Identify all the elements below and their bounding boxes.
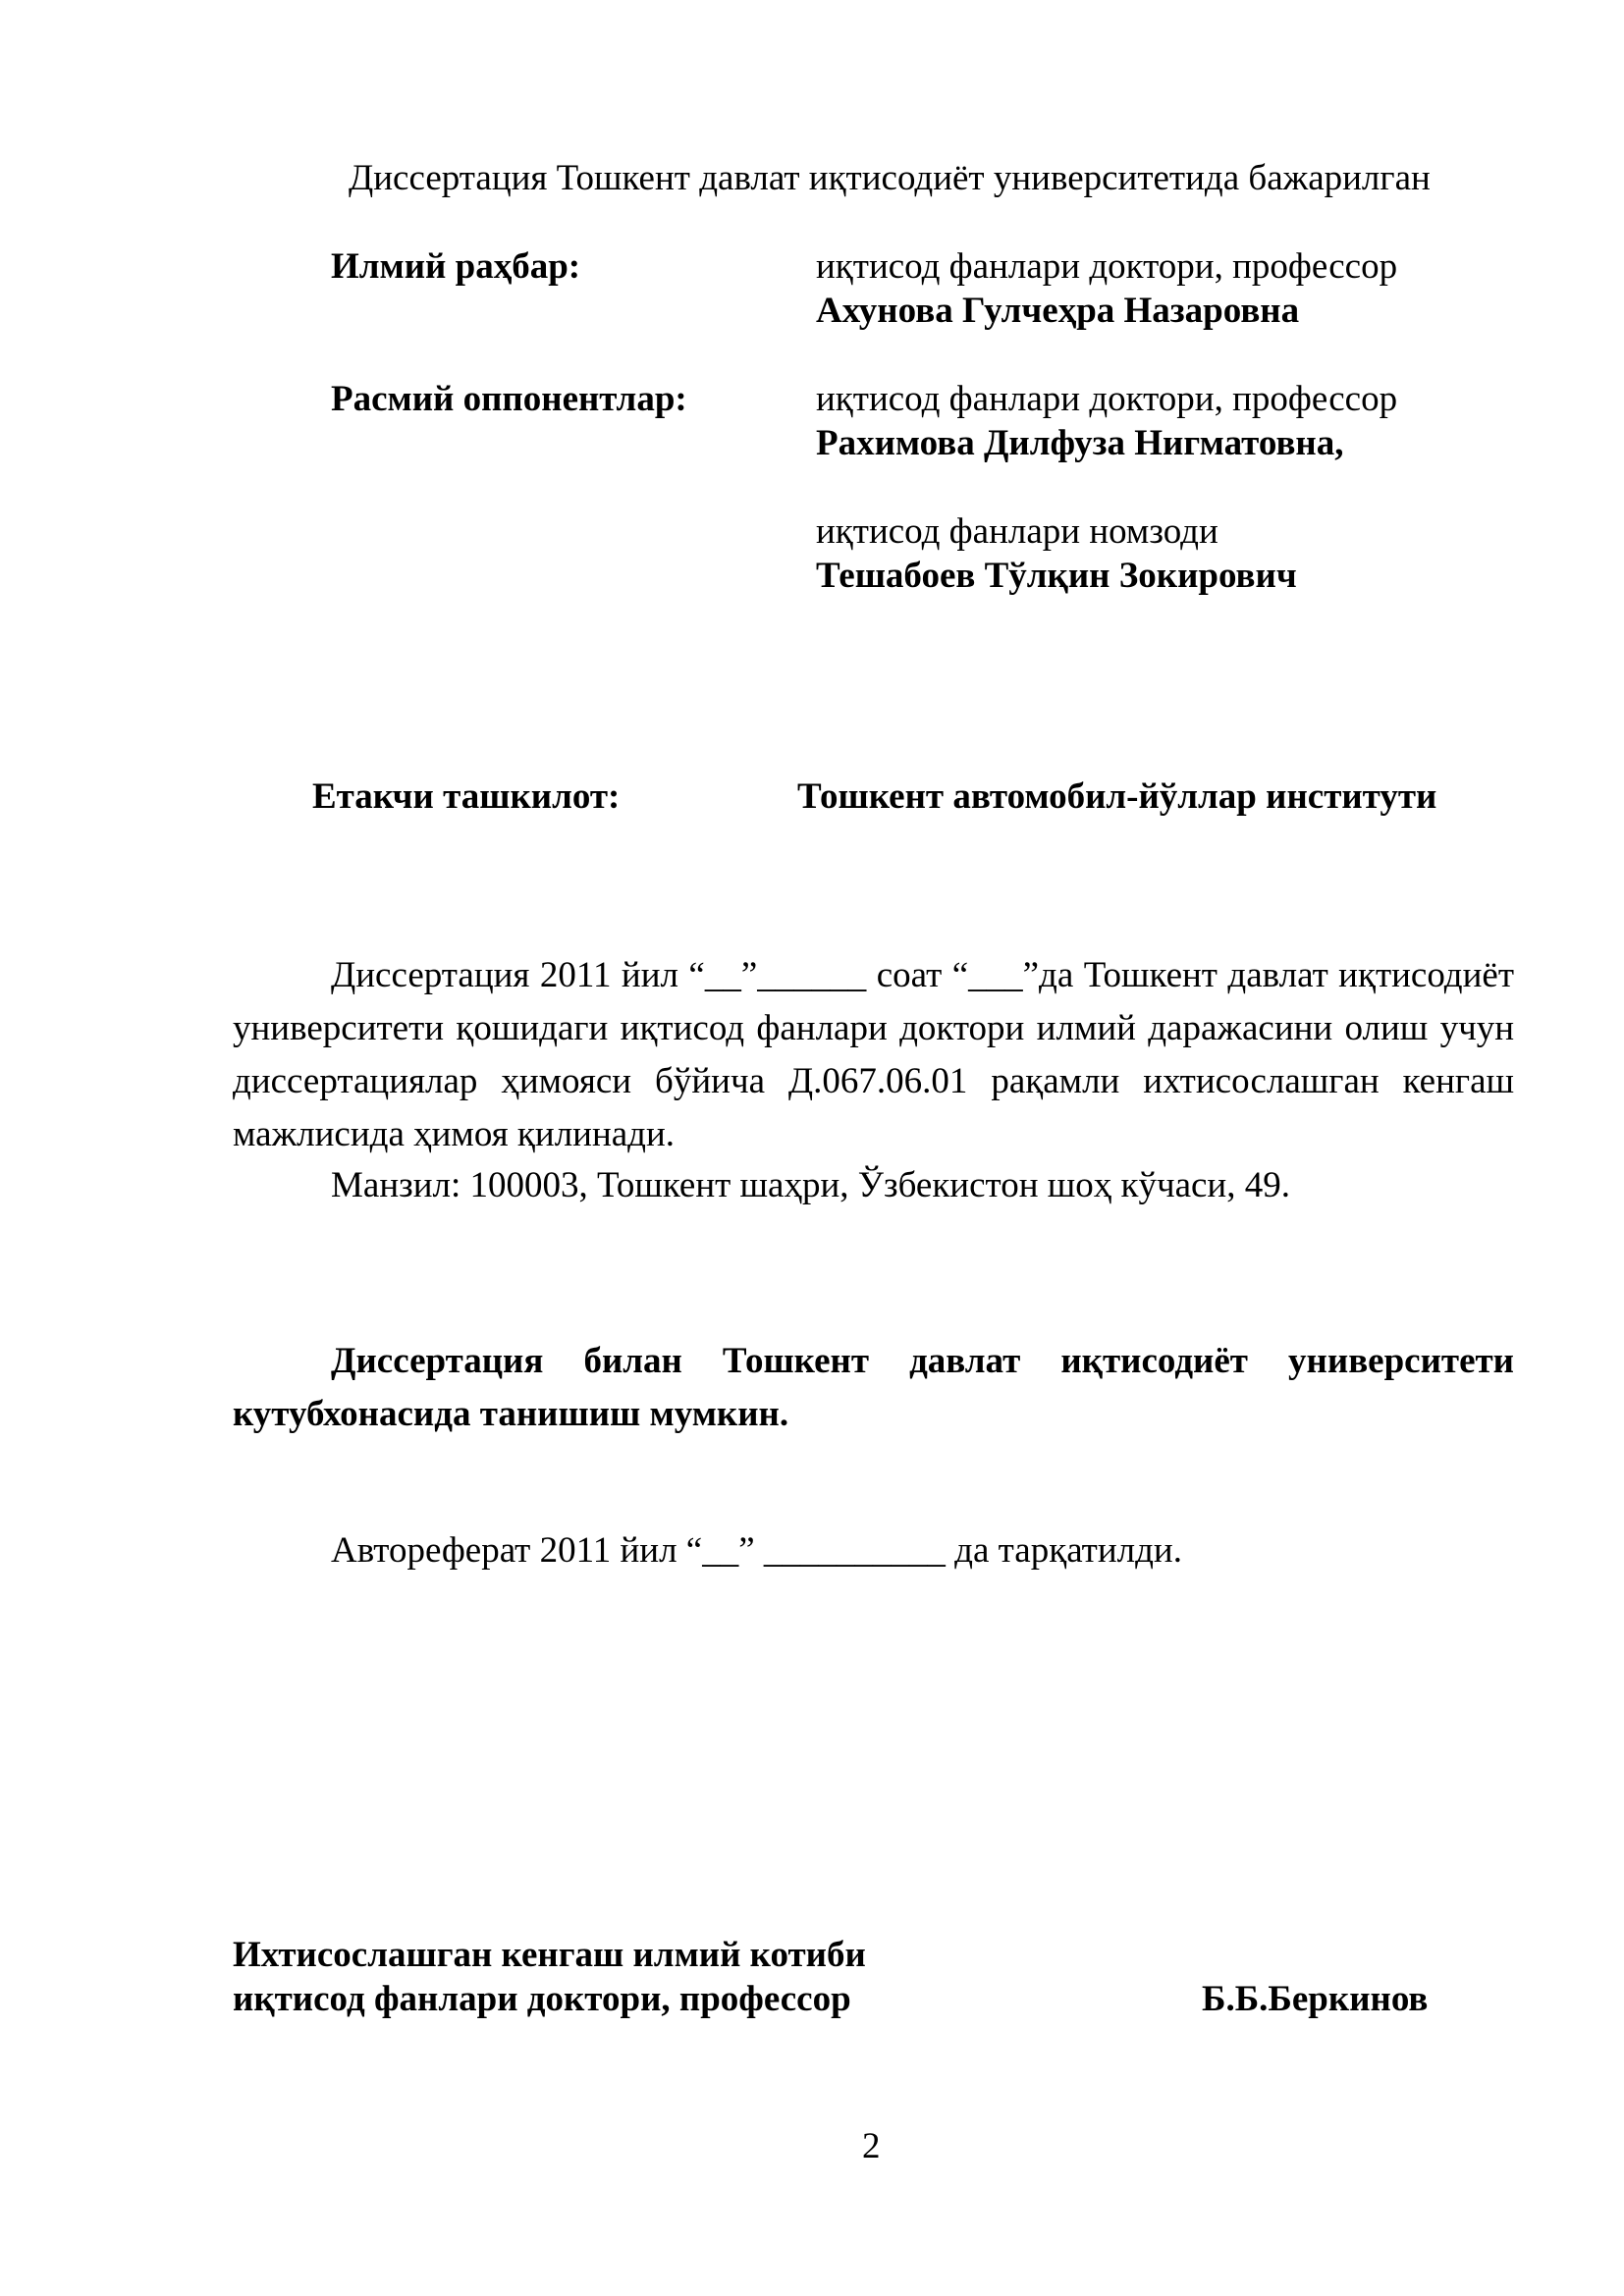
defense-paragraph: Диссертация 2011 йил “__”______ соат “___”да Тошкент давлат иқтисодиёт университети қошидаги иқтисод фанлари доктори илмий даражасини олиш учун диссертациялар ҳимояси бўйича Д.067.06.01 рақамли ихтисослашган кенгаш мажлисида ҳимоя қилинади. — [233, 955, 1514, 1154]
signature-line-1: Ихтисослашган кенгаш илмий котиби — [233, 1935, 866, 1975]
library-note: Диссертация билан Тошкент давлат иқтисодиёт университети кутубхонасида танишиш мумкин. — [233, 1341, 1514, 1434]
supervisor-name: Ахунова Гулчеҳра Назаровна — [816, 291, 1300, 331]
autoreferat-text-middle: ” — [738, 1530, 764, 1571]
page-number: 2 — [862, 2126, 881, 2166]
lead-org-name: Тошкент автомобил-йўллар институти — [797, 776, 1437, 817]
address-line: Манзил: 100003, Тошкент шаҳри, Ўзбекистон шоҳ кўчаси, 49. — [331, 1165, 1290, 1205]
opponent-1-name: Рахимова Дилфуза Нигматовна, — [816, 423, 1344, 463]
autoreferat-day-blank: __ — [702, 1530, 739, 1571]
signature-line-2: иқтисод фанлари доктори, профессор — [233, 1979, 851, 2019]
opponent-1-title: иқтисод фанлари доктори, профессор — [816, 379, 1398, 419]
autoreferat-line — [331, 1526, 1182, 1575]
header-line: Диссертация Тошкент давлат иқтисодиёт университетида бажарилган — [349, 158, 1431, 198]
opponents-label: Расмий оппонентлар: — [331, 379, 687, 419]
signature-name: Б.Б.Беркинов — [1202, 1979, 1429, 2019]
autoreferat-text-after: да тарқатилди. — [945, 1530, 1182, 1571]
lead-org-label: Етакчи ташкилот: — [312, 776, 621, 817]
autoreferat-text-before: Автореферат 2011 йил “ — [331, 1530, 703, 1571]
supervisor-label: Илмий раҳбар: — [331, 246, 581, 287]
opponent-2-name: Тешабоев Тўлқин Зокирович — [816, 556, 1297, 596]
autoreferat-month-blank: __________ — [763, 1530, 946, 1571]
supervisor-title: иқтисод фанлари доктори, профессор — [816, 246, 1398, 287]
opponent-2-title: иқтисод фанлари номзоди — [816, 511, 1218, 552]
